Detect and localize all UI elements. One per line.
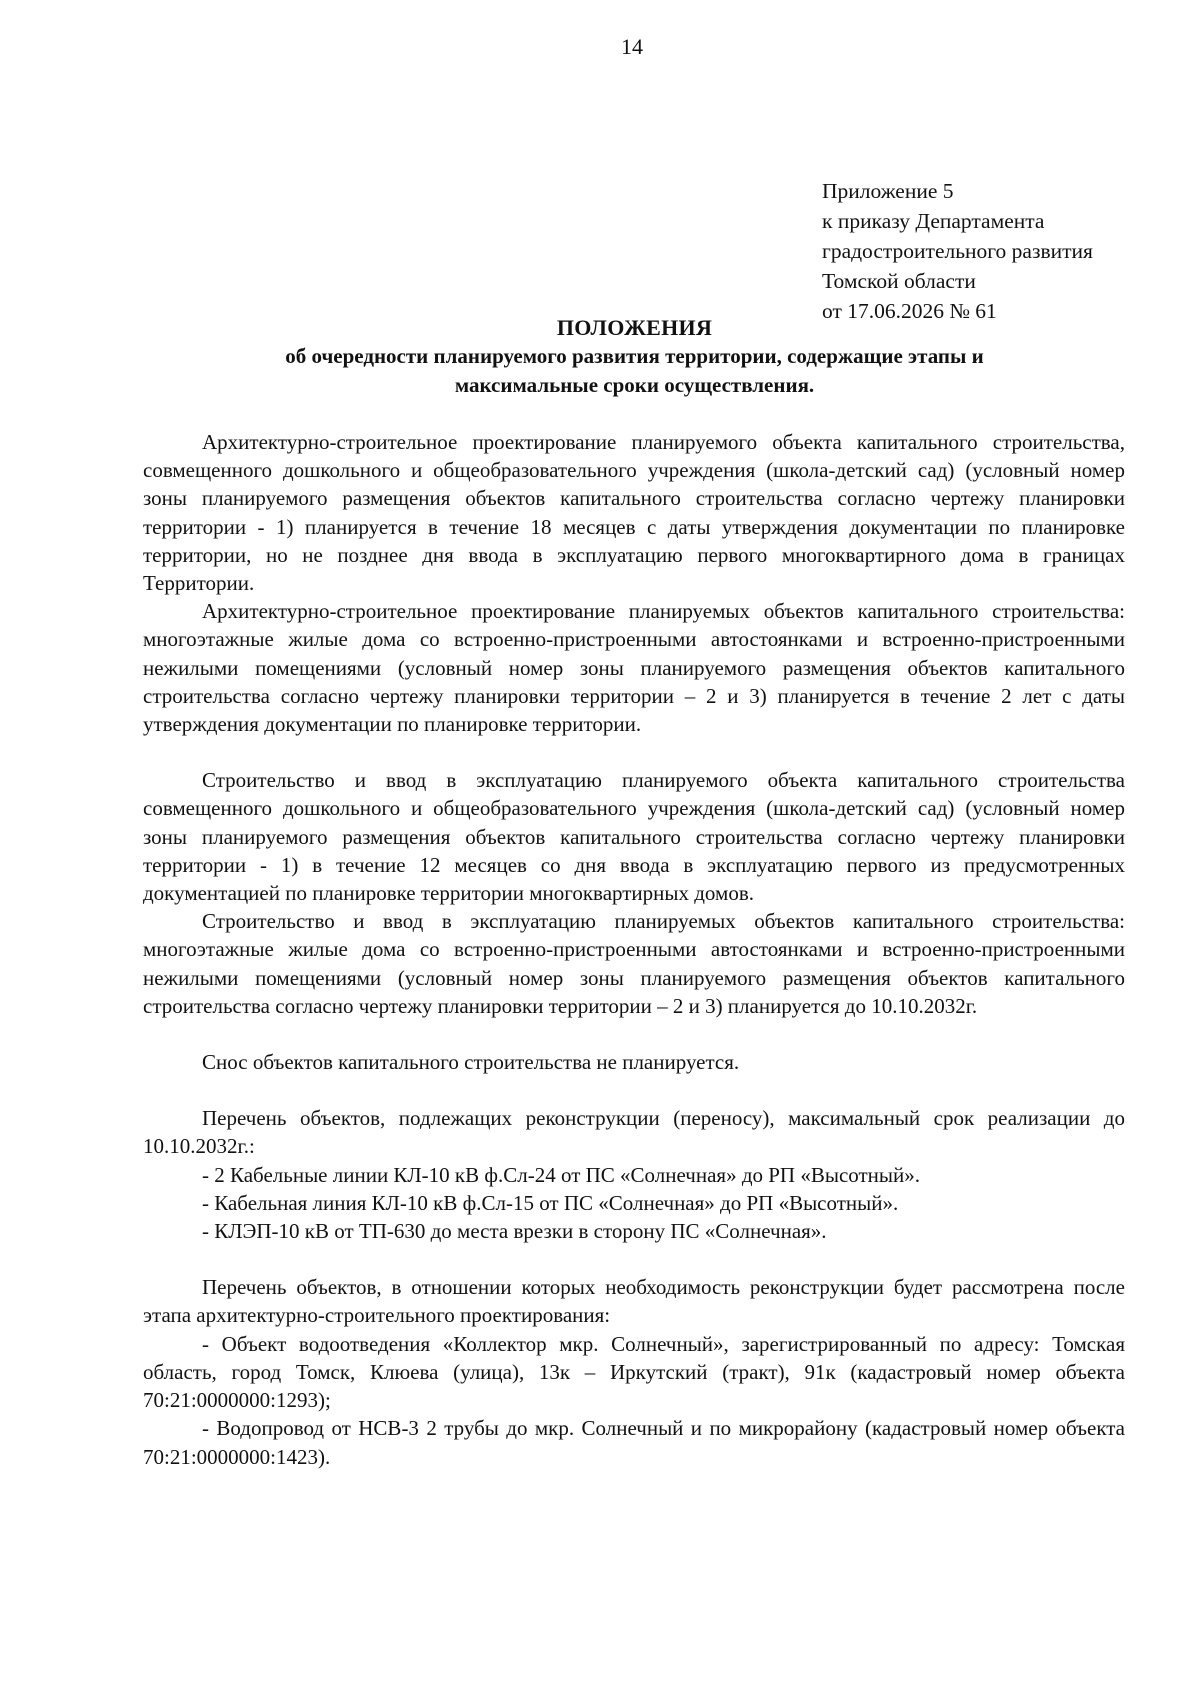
document-subtitle-line: об очередности планируемого развития территории, содержащие этапы и (285, 344, 984, 368)
document-body (143, 428, 1125, 1471)
paragraph-demolition: Снос объектов капитального строительства не планируется. (202, 1050, 740, 1075)
paragraph-review-list: Перечень объектов, в отношении которых необходимость реконструкции будет рассмотрена после этапа архитектурно-строительного проектирования: (143, 1275, 1125, 1328)
document-heading (140, 313, 1129, 400)
appendix-line: градостроительного развития (822, 239, 1093, 263)
document-title: ПОЛОЖЕНИЯ (556, 315, 713, 340)
list-item: - Объект водоотведения «Коллектор мкр. Солнечный», зарегистрированный по адресу: Томская область, город Томск, Клюева (улица), 13к – Иркутский (тракт), 91к (кадастровый номер объекта 70:21:0000000:1293); (143, 1331, 1125, 1413)
paragraph-design-school: Архитектурно-строительное проектирование планируемого объекта капитального строительства, совмещенного дошкольного и общеобразовательного учреждения (школа-детский сад) (условный номер зоны планируемого размещения объектов капитального строительства согласно чертежу планировки территории - 1) планируется в течение 18 месяцев с даты утверждения документации по планировке территории, но не позднее дня ввода в эксплуатацию первого многоквартирного дома в границах Территории. (143, 430, 1125, 596)
list-item: - КЛЭП-10 кВ от ТП-630 до места врезки в сторону ПС «Солнечная». (202, 1219, 827, 1244)
list-item: - 2 Кабельные линии КЛ-10 кВ ф.Сл-24 от ПС «Солнечная» до РП «Высотный». (202, 1162, 921, 1187)
appendix-block (822, 176, 1093, 326)
list-item: - Водопровод от НСВ-3 2 трубы до мкр. Солнечный и по микрорайону (кадастровый номер объекта 70:21:0000000:1423). (143, 1416, 1125, 1469)
paragraph-reconstruction-list: Перечень объектов, подлежащих реконструкции (переносу), максимальный срок реализации до 10.10.2032г.: (143, 1106, 1125, 1159)
document-subtitle-line: максимальные сроки осуществления. (454, 373, 815, 397)
appendix-line: Томской области (822, 269, 976, 293)
paragraph-construction-housing: Строительство и ввод в эксплуатацию планируемых объектов капитального строительства: многоэтажные жилые дома со встроенно-пристроенными автостоянками и встроенно-пристроенными нежилыми помещениями (условный номер зоны планируемого размещения объектов капитального строительства согласно чертежу планировки территории – 2 и 3) планируется до 10.10.2032г. (143, 909, 1125, 1018)
page-number: 14 (621, 34, 643, 59)
paragraph-design-housing: Архитектурно-строительное проектирование планируемых объектов капитального строительства: многоэтажные жилые дома со встроенно-пристроенными автостоянками и встроенно-пристроенными нежилыми помещениями (условный номер зоны планируемого размещения объектов капитального строительства согласно чертежу планировки территории – 2 и 3) планируется в течение 2 лет с даты утверждения документации по планировке территории. (143, 599, 1125, 737)
list-item: - Кабельная линия КЛ-10 кВ ф.Сл-15 от ПС «Солнечная» до РП «Высотный». (202, 1190, 899, 1215)
appendix-line: к приказу Департамента (822, 209, 1045, 233)
paragraph-construction-school: Строительство и ввод в эксплуатацию планируемого объекта капитального строительства совмещенного дошкольного и общеобразовательного учреждения (школа-детский сад) (условный номер зоны планируемого размещения объектов капитального строительства согласно чертежу планировки территории - 1) в течение 12 месяцев со дня ввода в эксплуатацию первого из предусмотренных документацией по планировке территории многоквартирных домов. (143, 768, 1125, 906)
appendix-line: от 17.06.2026 № 61 (822, 299, 997, 323)
appendix-line: Приложение 5 (822, 179, 954, 203)
